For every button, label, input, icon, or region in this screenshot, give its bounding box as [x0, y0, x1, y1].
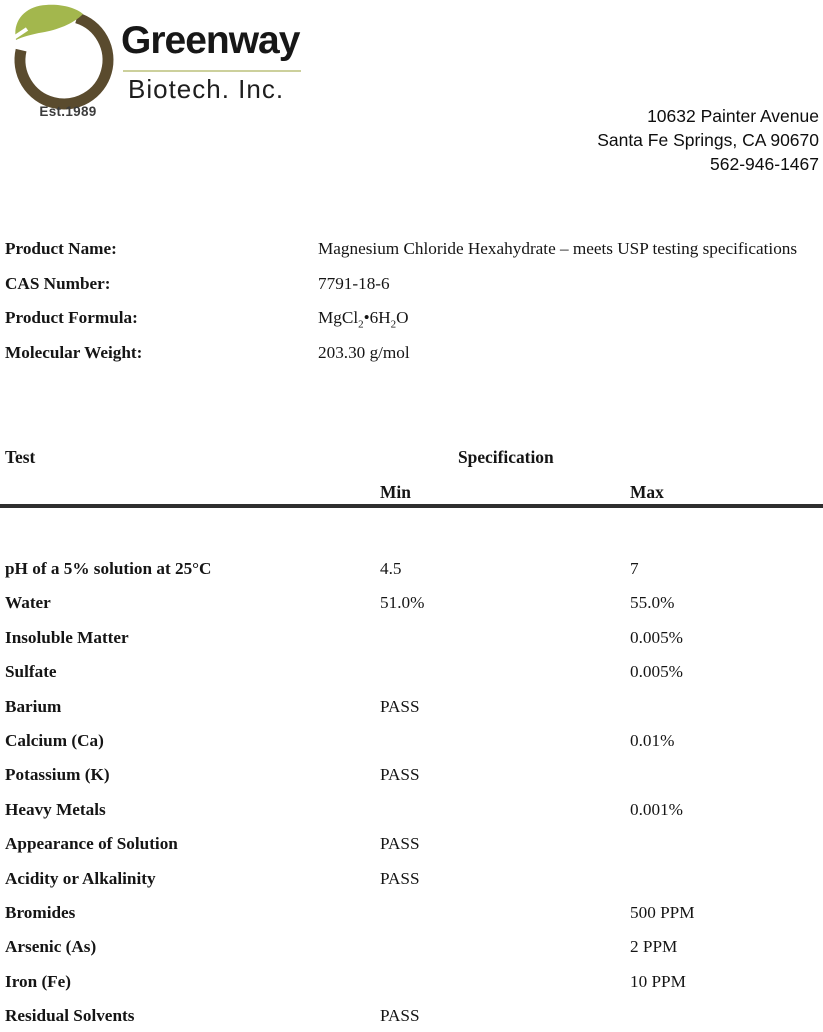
product-formula-row [5, 308, 818, 343]
min-value: 51.0% [380, 593, 425, 613]
product-formula-label: Product Formula: [5, 308, 138, 327]
product-formula-value [318, 308, 409, 331]
logo-underline [123, 70, 301, 72]
logo-leaf-icon [15, 5, 83, 40]
table-row [0, 792, 823, 826]
test-name: Residual Solvents [5, 1006, 135, 1026]
formula-part: MgCl [318, 308, 359, 327]
min-value: PASS [380, 765, 420, 785]
max-value: 55.0% [630, 593, 675, 613]
min-value: 4.5 [380, 559, 402, 578]
test-name: Water [5, 593, 51, 613]
specification-column-header: Specification [458, 447, 554, 467]
table-row [0, 654, 823, 688]
test-column-header: Test [5, 447, 36, 467]
max-value: 10 PPM [630, 971, 686, 991]
formula-subscript: 2 [358, 318, 364, 331]
max-value: 0.005% [630, 662, 683, 682]
address-phone: 562-946-1467 [710, 154, 819, 174]
min-value: PASS [380, 1006, 420, 1026]
max-value: 7 [630, 559, 639, 578]
logo-subbrand-text: Biotech. Inc. [128, 74, 285, 104]
molecular-weight-label: Molecular Weight: [5, 342, 143, 362]
logo-established-text: Est.1989 [39, 104, 97, 119]
header-divider-rule [0, 504, 823, 508]
spec-table-body [0, 551, 823, 1032]
table-row [0, 689, 823, 723]
min-column-header: Min [380, 482, 411, 502]
product-name-label: Product Name: [5, 239, 117, 258]
table-row [0, 895, 823, 929]
address-line-2: Santa Fe Springs, CA 90670 [597, 130, 819, 150]
formula-part: O [396, 308, 409, 327]
test-name: Calcium (Ca) [5, 730, 104, 750]
test-name: Heavy Metals [5, 799, 106, 819]
logo-brand-text: Greenway [121, 19, 300, 62]
table-row [0, 723, 823, 757]
table-row [0, 551, 823, 585]
formula-part: •6H [363, 308, 391, 327]
product-info-section [5, 239, 818, 377]
test-name: Insoluble Matter [5, 627, 129, 647]
test-name: Appearance of Solution [5, 834, 178, 854]
table-row [0, 964, 823, 998]
cas-number-label: CAS Number: [5, 273, 111, 293]
cas-number-row [5, 274, 818, 309]
table-row [0, 757, 823, 791]
company-logo-icon [2, 4, 120, 114]
table-row [0, 929, 823, 963]
test-name: Potassium (K) [5, 765, 110, 785]
test-name: Bromides [5, 902, 76, 922]
min-value: PASS [380, 834, 420, 854]
molecular-weight-row [5, 343, 818, 378]
address-line-1: 10632 Painter Avenue [647, 106, 819, 126]
test-name: Sulfate [5, 662, 57, 682]
max-value: 0.01% [630, 730, 675, 750]
formula-subscript: 2 [390, 318, 397, 331]
product-name-row [5, 239, 818, 274]
product-name-value: Magnesium Chloride Hexahydrate – meets USP testing specifications [318, 239, 798, 258]
table-row [0, 620, 823, 654]
cas-number-value: 7791-18-6 [318, 273, 390, 293]
max-column-header: Max [630, 482, 664, 502]
max-value: 0.001% [630, 799, 683, 819]
test-name: Iron (Fe) [5, 971, 72, 991]
max-value: 500 PPM [630, 902, 695, 922]
test-name: Acidity or Alkalinity [5, 868, 156, 888]
min-value: PASS [380, 696, 420, 716]
test-name: Barium [5, 696, 62, 716]
table-row [0, 585, 823, 619]
table-row [0, 861, 823, 895]
molecular-weight-value: 203.30 g/mol [318, 342, 410, 362]
company-address [597, 104, 819, 176]
max-value: 2 PPM [630, 937, 678, 957]
table-row [0, 826, 823, 860]
table-row [0, 998, 823, 1032]
min-value: PASS [380, 868, 420, 888]
test-name: pH of a 5% solution at 25°C [5, 559, 212, 578]
test-name: Arsenic (As) [5, 937, 97, 957]
max-value: 0.005% [630, 627, 683, 647]
